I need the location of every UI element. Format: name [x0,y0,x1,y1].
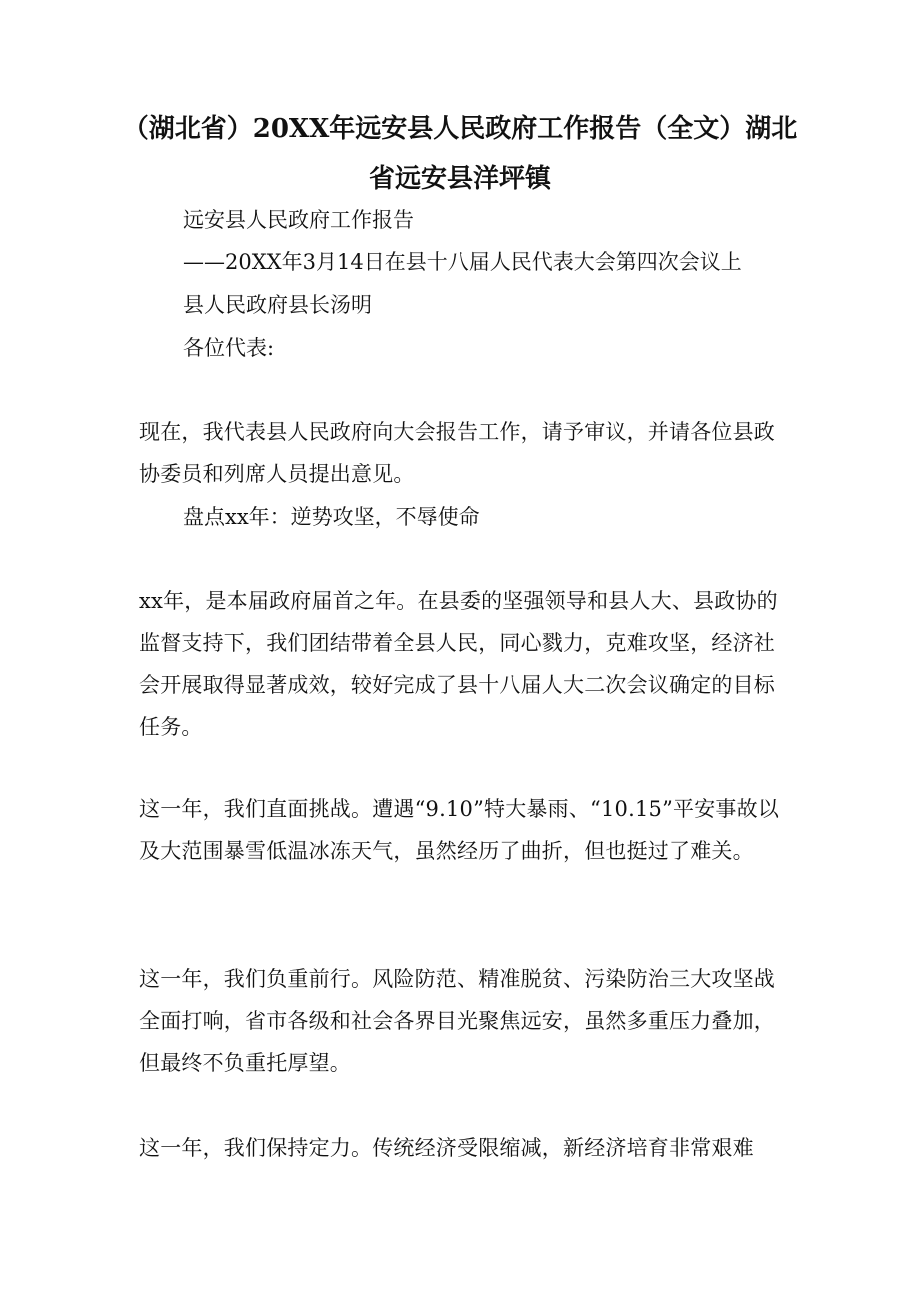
paragraph-pressure: 这一年，我们负重前行。风险防范、精准脱贫、污染防治三大攻坚战全面打响，省市各级和社会各界目光聚焦远安，虽然多重压力叠加，但最终不负重托厚望。 [139,967,775,1075]
section-heading: 盘点xx年：逆势攻坚，不辱使命 [183,505,480,529]
document-title: （湖北省）20XX年远安县人民政府工作报告（全文）湖北省远安县洋坪镇 [122,114,798,194]
paragraph-year-summary: xx年，是本届政府届首之年。在县委的坚强领导和县人大、县政协的监督支持下，我们团结带着全县人民，同心戮力，克难攻坚，经济社会开展取得显著成效，较好完成了县十八届人大二次会议确定的目标任务。 [139,589,778,739]
report-subtitle: ——20XX年3月14日在县十八届人民代表大会第四次会议上 [183,250,742,274]
paragraph-focus: 这一年，我们保持定力。传统经济受限缩减，新经济培育非常艰难 [139,1136,754,1160]
report-title: 远安县人民政府工作报告 [183,208,414,232]
speaker-line: 县人民政府县长汤明 [183,293,372,317]
paragraph-intro: 现在，我代表县人民政府向大会报告工作，请予审议，并请各位县政协委员和列席人员提出意见。 [139,420,775,486]
salutation: 各位代表: [183,336,275,360]
paragraph-challenges: 这一年，我们直面挑战。遭遇“9.10”特大暴雨、“10.15”平安事故以及大范围暴雪低温冰冻天气，虽然经历了曲折，但也挺过了难关。 [139,797,780,863]
